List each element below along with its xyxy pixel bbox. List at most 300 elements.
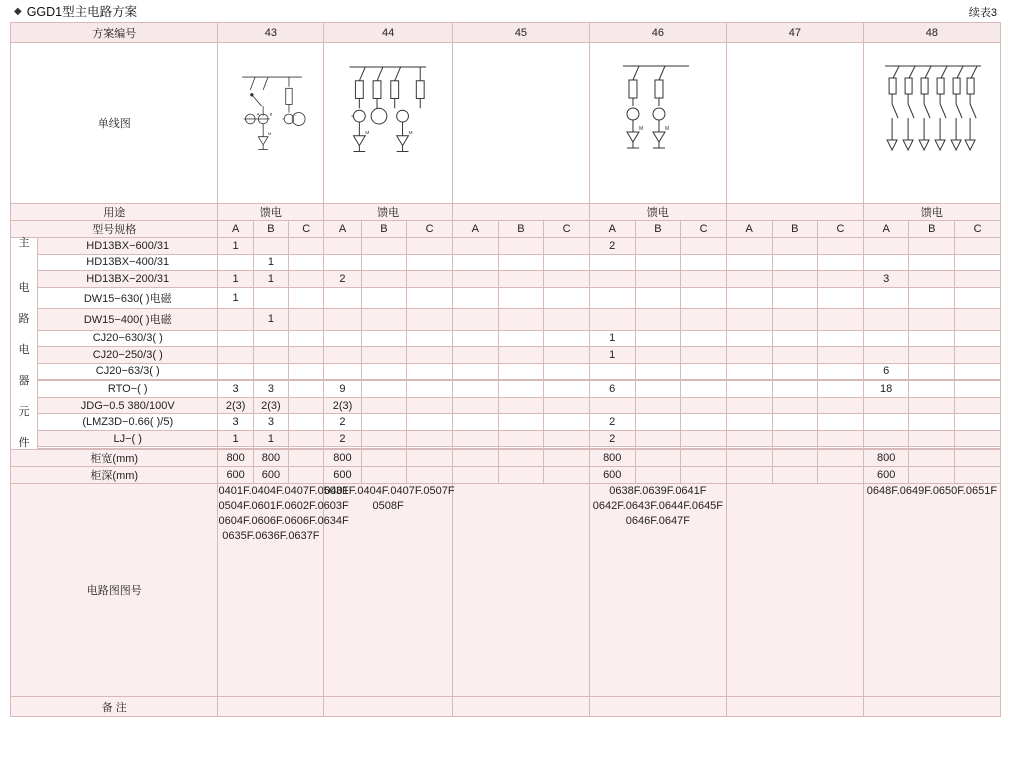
cell — [218, 330, 253, 347]
cell: 3 — [218, 414, 253, 431]
cell — [452, 450, 498, 467]
usage-row — [11, 204, 1001, 221]
cell — [589, 287, 635, 309]
cell: 1 — [218, 238, 253, 255]
cell — [955, 287, 1001, 309]
cell — [407, 238, 453, 255]
cell — [544, 254, 590, 271]
group-char-2: 路 — [18, 313, 30, 325]
cell — [361, 309, 407, 331]
cell — [289, 254, 324, 271]
schematic-46 — [589, 43, 726, 204]
cell — [498, 467, 544, 484]
page-title: GGD1型主电路方案 — [26, 5, 138, 19]
cell — [909, 450, 955, 467]
cell — [772, 238, 818, 255]
cell — [726, 271, 772, 288]
remark-44 — [324, 697, 453, 717]
component-name: CJ20−250/3( ) — [37, 347, 218, 364]
cell — [909, 271, 955, 288]
cell — [772, 363, 818, 380]
cell — [909, 467, 955, 484]
schematic-45 — [452, 43, 589, 204]
col-48-B: B — [909, 221, 955, 238]
cell — [544, 450, 590, 467]
cell — [361, 414, 407, 431]
cell — [681, 309, 727, 331]
cell — [772, 381, 818, 398]
cell: 2(3) — [218, 397, 253, 414]
table-row — [11, 347, 1001, 364]
cell — [726, 347, 772, 364]
cell: 2 — [589, 430, 635, 447]
cell — [544, 467, 590, 484]
cell — [589, 254, 635, 271]
cell — [544, 238, 590, 255]
remark-48 — [863, 697, 1000, 717]
cell: 2 — [589, 238, 635, 255]
cell — [955, 397, 1001, 414]
svg-text:C: C — [294, 111, 298, 117]
cell — [452, 363, 498, 380]
cell — [635, 363, 681, 380]
cell: 2 — [324, 430, 361, 447]
cell — [361, 363, 407, 380]
table-row — [11, 381, 1001, 398]
cell — [818, 363, 864, 380]
cell — [863, 414, 909, 431]
remark-46 — [589, 697, 726, 717]
cell — [498, 254, 544, 271]
cell — [407, 287, 453, 309]
cell — [361, 271, 407, 288]
schematic-48-drawing — [864, 44, 1000, 202]
cell — [818, 414, 864, 431]
col-43-A: A — [218, 221, 253, 238]
cell — [818, 254, 864, 271]
group-char-6: 件 — [18, 437, 30, 449]
page-header — [10, 0, 1001, 22]
component-name: HD13BX−600/31 — [37, 238, 218, 255]
cell — [772, 347, 818, 364]
cell: 2(3) — [253, 397, 288, 414]
cell — [772, 330, 818, 347]
cell — [589, 363, 635, 380]
circuit-numbers-48 — [863, 484, 1000, 697]
cell — [289, 430, 324, 447]
cell — [589, 271, 635, 288]
cell — [772, 287, 818, 309]
group-char-5: 元 — [18, 406, 30, 418]
cell — [681, 450, 727, 467]
cell — [407, 271, 453, 288]
cell: 3 — [218, 381, 253, 398]
cell — [772, 397, 818, 414]
cell — [407, 430, 453, 447]
cell — [289, 450, 324, 467]
cell — [324, 287, 361, 309]
cell: 1 — [218, 430, 253, 447]
cell — [681, 254, 727, 271]
cell — [544, 430, 590, 447]
table-row — [11, 287, 1001, 309]
cell — [818, 330, 864, 347]
group-char-3: 电 — [18, 344, 30, 356]
cell — [772, 271, 818, 288]
cell — [289, 347, 324, 364]
cell: 2 — [589, 414, 635, 431]
cell: 1 — [253, 271, 288, 288]
cell — [955, 238, 1001, 255]
cell — [544, 363, 590, 380]
circuit-line: 0646F.0647F — [625, 515, 690, 527]
cell — [324, 363, 361, 380]
table-row — [11, 271, 1001, 288]
schematic-43 — [218, 43, 324, 204]
cell — [324, 238, 361, 255]
cell: 1 — [253, 309, 288, 331]
table-row — [11, 430, 1001, 447]
col-43-B: B — [253, 221, 288, 238]
main-table — [10, 22, 1001, 717]
circuit-line: 0635F.0636F.0637F — [222, 530, 320, 542]
cell — [361, 254, 407, 271]
cell — [452, 467, 498, 484]
circuit-line: 0648F.0649F.0650F.0651F — [866, 485, 998, 497]
table-row — [11, 414, 1001, 431]
cell: 600 — [253, 467, 288, 484]
table-row — [11, 238, 1001, 255]
cell — [909, 430, 955, 447]
cell — [726, 467, 772, 484]
col-44-B: B — [361, 221, 407, 238]
circuit-number-label: 电路图图号 — [11, 484, 218, 697]
cell — [635, 309, 681, 331]
table-row — [11, 309, 1001, 331]
cell: 9 — [324, 381, 361, 398]
cell — [253, 363, 288, 380]
cell — [452, 309, 498, 331]
cell — [681, 467, 727, 484]
cell — [289, 397, 324, 414]
cell — [544, 381, 590, 398]
cell — [909, 414, 955, 431]
cell — [361, 397, 407, 414]
single-line-row — [11, 43, 1001, 204]
schematic-48 — [863, 43, 1000, 204]
circuit-line: 0401F.0404F.0407F.0507F — [324, 485, 455, 497]
cell — [452, 414, 498, 431]
bullet-icon: ◆ — [14, 5, 22, 17]
cell — [772, 414, 818, 431]
cell — [635, 238, 681, 255]
svg-text:A: A — [257, 111, 260, 117]
col-48-C: C — [955, 221, 1001, 238]
cell — [955, 330, 1001, 347]
cell — [544, 287, 590, 309]
circuit-line — [864, 529, 1000, 544]
circuit-line — [864, 499, 1000, 514]
circuit-line — [727, 484, 863, 499]
cell — [726, 254, 772, 271]
remark-row — [11, 697, 1001, 717]
cell — [498, 287, 544, 309]
col-47-B: B — [772, 221, 818, 238]
cell — [726, 363, 772, 380]
usage-47 — [726, 204, 863, 221]
cell — [407, 397, 453, 414]
component-name: RTO−( ) — [37, 381, 218, 398]
scheme-label-cell: 方案编号 — [11, 23, 218, 43]
cell — [772, 450, 818, 467]
cell: 600 — [589, 467, 635, 484]
cell — [361, 238, 407, 255]
circuit-line — [590, 529, 726, 544]
cell — [955, 430, 1001, 447]
circuit-line — [324, 529, 452, 544]
cell — [218, 309, 253, 331]
cell — [681, 381, 727, 398]
cell: 600 — [324, 467, 361, 484]
component-name: (LMZ3D−0.66( )/5) — [37, 414, 218, 431]
cell: 600 — [218, 467, 253, 484]
cell — [726, 287, 772, 309]
circuit-numbers-46 — [589, 484, 726, 697]
col-45-C: C — [544, 221, 590, 238]
cell — [289, 467, 324, 484]
schematic-47 — [726, 43, 863, 204]
cell — [361, 467, 407, 484]
cell — [544, 397, 590, 414]
cell — [955, 414, 1001, 431]
cell: 800 — [253, 450, 288, 467]
component-name: DW15−630( )电磁 — [37, 287, 218, 309]
cell — [909, 254, 955, 271]
scheme-46-header: 46 — [589, 23, 726, 43]
cell — [218, 363, 253, 380]
cell: 18 — [863, 381, 909, 398]
cabinet-width-row — [11, 450, 1001, 467]
col-43-C: C — [289, 221, 324, 238]
circuit-numbers-43 — [218, 484, 349, 697]
cell — [726, 309, 772, 331]
cell — [909, 347, 955, 364]
cell: 2 — [324, 271, 361, 288]
scheme-header-row — [11, 23, 1001, 43]
cell — [726, 414, 772, 431]
cell — [863, 330, 909, 347]
table-row — [11, 330, 1001, 347]
remark-47 — [726, 697, 863, 717]
cell — [635, 271, 681, 288]
cell — [498, 414, 544, 431]
cell — [955, 309, 1001, 331]
cell — [635, 287, 681, 309]
component-name: JDG−0.5 380/100V — [37, 397, 218, 414]
cell — [289, 238, 324, 255]
cell: 800 — [589, 450, 635, 467]
cell — [955, 254, 1001, 271]
cell — [635, 450, 681, 467]
cell — [407, 330, 453, 347]
cell — [818, 450, 864, 467]
col-45-B: B — [498, 221, 544, 238]
continued-label: 续表3 — [968, 7, 997, 19]
cell — [635, 381, 681, 398]
circuit-numbers-45 — [452, 484, 589, 697]
cell — [955, 467, 1001, 484]
svg-text:M: M — [638, 126, 644, 132]
cabinet-depth-label: 柜深(mm) — [11, 467, 218, 484]
cell — [681, 347, 727, 364]
circuit-line: 0638F.0639F.0641F — [609, 485, 707, 497]
cell — [361, 381, 407, 398]
cell — [498, 330, 544, 347]
cell — [726, 397, 772, 414]
cell: 1 — [218, 287, 253, 309]
cell — [726, 238, 772, 255]
cell — [407, 363, 453, 380]
schematic-43-drawing — [218, 44, 323, 202]
cell — [863, 397, 909, 414]
cell: 3 — [863, 271, 909, 288]
cell — [452, 271, 498, 288]
cell — [498, 309, 544, 331]
cell — [635, 414, 681, 431]
component-name: HD13BX−200/31 — [37, 271, 218, 288]
cell: 1 — [589, 347, 635, 364]
scheme-43-header: 43 — [218, 23, 324, 43]
svg-text:M: M — [408, 130, 413, 136]
cell — [544, 347, 590, 364]
cell — [909, 330, 955, 347]
component-name: HD13BX−400/31 — [37, 254, 218, 271]
group-label-column — [11, 238, 38, 450]
cell — [452, 287, 498, 309]
scheme-47-header: 47 — [726, 23, 863, 43]
model-header-row — [11, 221, 1001, 238]
cell — [772, 430, 818, 447]
cell — [498, 430, 544, 447]
table-row — [11, 397, 1001, 414]
cell — [818, 309, 864, 331]
cell — [955, 381, 1001, 398]
scheme-48-header: 48 — [863, 23, 1000, 43]
cell — [407, 309, 453, 331]
cell — [452, 397, 498, 414]
cell: 2(3) — [324, 397, 361, 414]
cell — [498, 238, 544, 255]
col-47-A: A — [726, 221, 772, 238]
col-46-C: C — [681, 221, 727, 238]
cell — [452, 347, 498, 364]
cell: 3 — [253, 381, 288, 398]
cell — [407, 467, 453, 484]
table-row — [11, 254, 1001, 271]
circuit-line — [727, 514, 863, 529]
usage-44: 馈电 — [324, 204, 453, 221]
cell — [818, 287, 864, 309]
usage-label: 用途 — [11, 204, 218, 221]
cell — [681, 287, 727, 309]
cell — [726, 430, 772, 447]
cell — [452, 430, 498, 447]
circuit-line: 0504F.0601F.0602F.0603F — [218, 500, 349, 512]
cell — [909, 238, 955, 255]
cell — [407, 254, 453, 271]
component-name: DW15−400( )电磁 — [37, 309, 218, 331]
svg-text:B: B — [270, 111, 273, 117]
cell — [909, 397, 955, 414]
cell — [955, 271, 1001, 288]
cell — [955, 347, 1001, 364]
cell — [452, 381, 498, 398]
cell — [772, 254, 818, 271]
circuit-number-row — [11, 484, 1001, 697]
cell — [498, 347, 544, 364]
cell — [863, 309, 909, 331]
remark-label: 备 注 — [11, 697, 218, 717]
cell — [772, 467, 818, 484]
cell — [863, 238, 909, 255]
cell: 6 — [863, 363, 909, 380]
cell — [544, 271, 590, 288]
cell — [681, 238, 727, 255]
cell — [289, 309, 324, 331]
model-label: 型号规格 — [11, 221, 218, 238]
cell — [361, 287, 407, 309]
col-44-C: C — [407, 221, 453, 238]
circuit-line — [453, 484, 589, 499]
cabinet-depth-row — [11, 467, 1001, 484]
cell — [452, 254, 498, 271]
cell — [361, 330, 407, 347]
cell — [407, 347, 453, 364]
cell — [681, 330, 727, 347]
cell — [818, 271, 864, 288]
col-45-A: A — [452, 221, 498, 238]
circuit-line — [453, 499, 589, 514]
cell — [635, 430, 681, 447]
cell — [498, 397, 544, 414]
cell: 800 — [324, 450, 361, 467]
cell: 800 — [218, 450, 253, 467]
cell — [635, 254, 681, 271]
circuit-line — [864, 514, 1000, 529]
scheme-44-header: 44 — [324, 23, 453, 43]
usage-45 — [452, 204, 589, 221]
circuit-numbers-47 — [726, 484, 863, 697]
cell — [726, 330, 772, 347]
col-46-B: B — [635, 221, 681, 238]
cell — [909, 363, 955, 380]
component-name: CJ20−630/3( ) — [37, 330, 218, 347]
cell — [253, 330, 288, 347]
circuit-line — [453, 529, 589, 544]
cell — [681, 271, 727, 288]
cabinet-width-label: 柜宽(mm) — [11, 450, 218, 467]
cell — [218, 254, 253, 271]
cell — [544, 330, 590, 347]
cell — [955, 363, 1001, 380]
cell — [324, 309, 361, 331]
cell — [498, 363, 544, 380]
cell — [361, 450, 407, 467]
component-name: CJ20−63/3( ) — [37, 363, 218, 380]
circuit-line — [453, 514, 589, 529]
cell — [218, 347, 253, 364]
cell — [863, 287, 909, 309]
